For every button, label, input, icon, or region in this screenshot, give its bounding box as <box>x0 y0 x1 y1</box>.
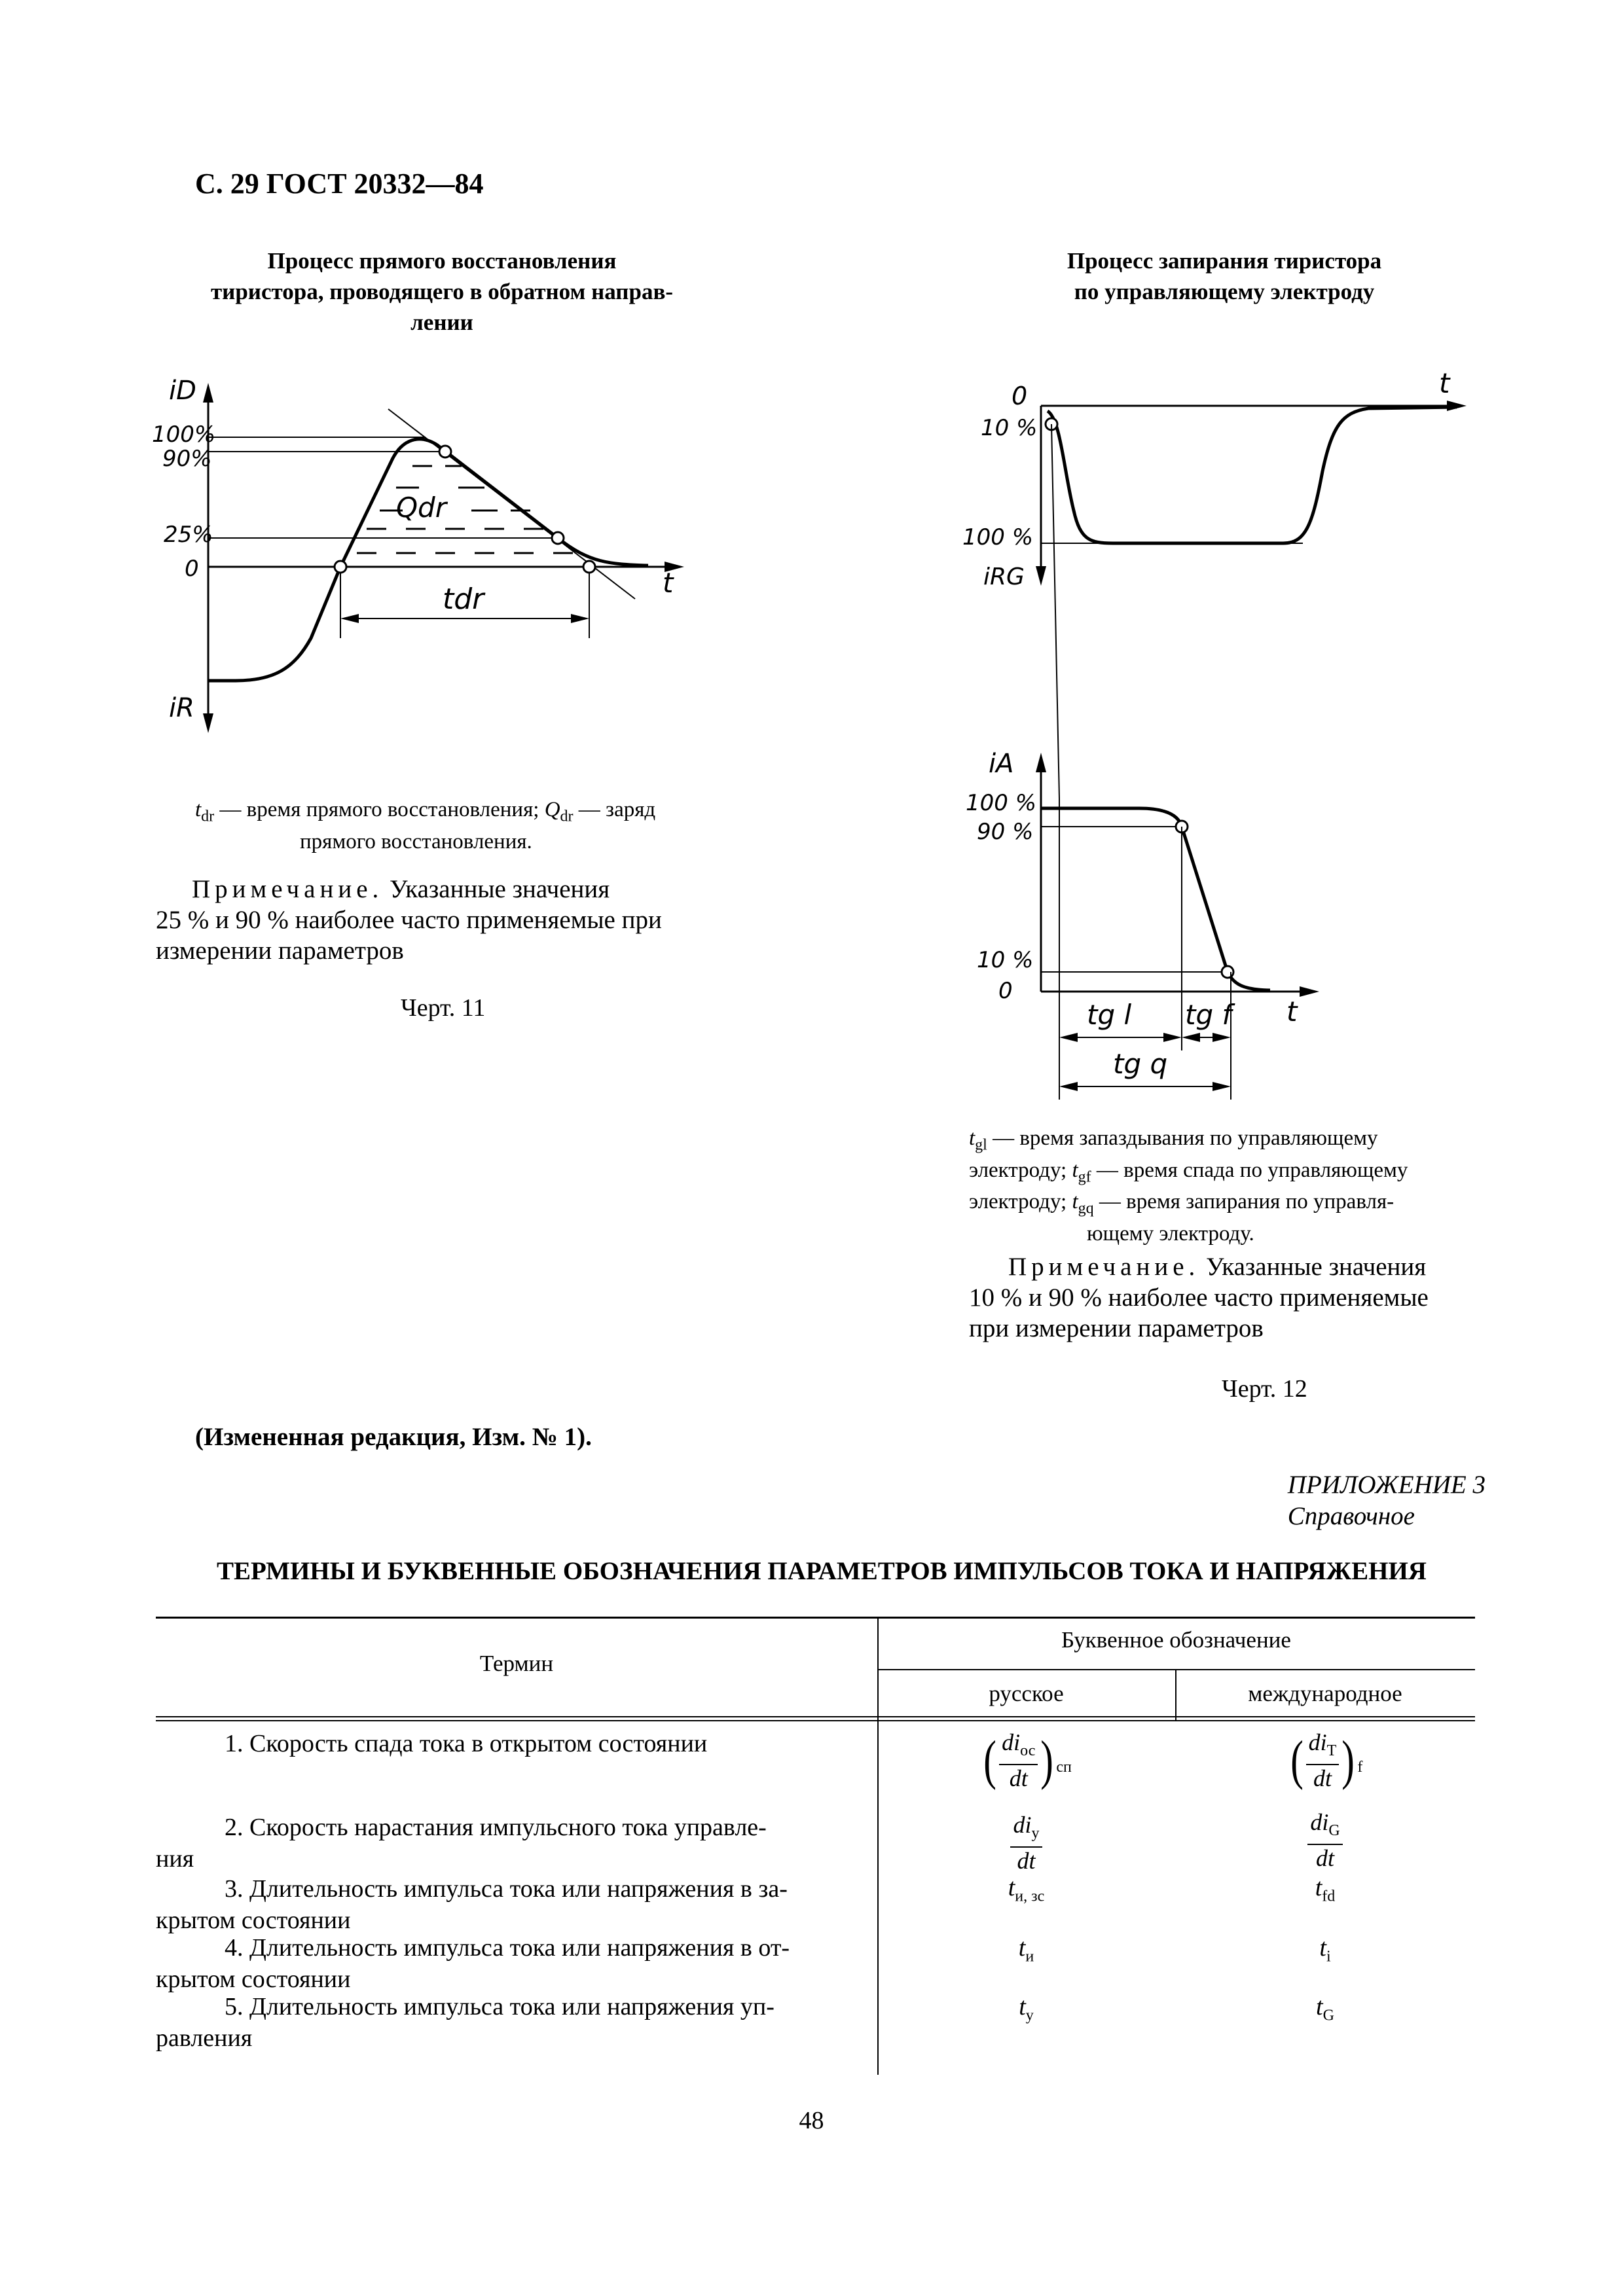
symbol-ru <box>877 1933 1175 1966</box>
note-text: при измерении параметров <box>969 1314 1264 1342</box>
frac-num-sub: T <box>1326 1742 1337 1760</box>
caption-symbol: t <box>195 798 202 821</box>
frac-num-sub: у <box>1031 1825 1040 1842</box>
caption-text: прямого восстановления. <box>300 829 532 853</box>
caption-text: — время спада по управляющему <box>1091 1158 1408 1182</box>
fig12-label-tgl: tg l <box>1087 999 1132 1031</box>
caption-text: — время прямого восстановления; <box>214 798 545 821</box>
symbol-int <box>1175 1873 1475 1906</box>
term-text: равления <box>156 2024 253 2052</box>
caption-subscript: gq <box>1078 1200 1094 1217</box>
symbol: t <box>1319 1934 1326 1962</box>
fraction <box>1307 1809 1342 1871</box>
symbol-ru <box>877 1729 1175 1791</box>
frac-num: di <box>1002 1729 1021 1755</box>
table-top-rule <box>156 1617 1475 1619</box>
table-row <box>156 1728 869 1759</box>
caption-subscript: gl <box>975 1136 987 1154</box>
fig12-label-90: 90 % <box>977 819 1034 845</box>
frac-den: dt <box>1315 1845 1334 1872</box>
symbol: t <box>1315 1874 1322 1901</box>
fig11-label-25: 25% <box>164 522 213 548</box>
fraction <box>999 1729 1038 1791</box>
fig12-label-tgf: tg f <box>1185 999 1232 1031</box>
fig11-number: Черт. 11 <box>401 994 486 1022</box>
symbol: t <box>1316 1993 1323 2020</box>
col-header-ru: русское <box>989 1681 1064 1706</box>
symbol-int <box>1175 1933 1475 1966</box>
note-text: Указанные значения <box>383 875 610 903</box>
fig12-label-10: 10 % <box>977 947 1034 973</box>
left-paren: ( <box>1290 1729 1304 1791</box>
term-text: крытом состоянии <box>156 1907 351 1934</box>
caption-symbol: Q <box>544 798 560 821</box>
note-text: измерении параметров <box>156 937 404 965</box>
terms-table <box>156 1617 1475 2075</box>
col-header-term: Термин <box>479 1651 554 1676</box>
appendix-type: Справочное <box>1287 1502 1415 1530</box>
fig12-label-zero-top: 0 <box>1012 382 1028 410</box>
note-label: Примечание. <box>192 875 384 903</box>
fig12-label-t-top: t <box>1439 367 1450 399</box>
table-row <box>156 1812 869 1874</box>
term-text: 4. Длительность импульса тока или напряжения в от- <box>225 1934 790 1962</box>
col-header-symbol: Буквенное обозначение <box>1061 1627 1291 1653</box>
table-row <box>156 1873 869 1936</box>
caption-subscript: dr <box>560 808 574 825</box>
fig11-label-tdr: tdr <box>443 583 484 616</box>
fig11-label-Qdr: Qdr <box>396 492 447 524</box>
left-paren: ( <box>983 1729 996 1791</box>
fig12-label-tgq: tg q <box>1113 1048 1168 1080</box>
fig12-label-iA: iA <box>989 749 1014 779</box>
symbol-int <box>1175 1992 1475 2025</box>
frac-den: dt <box>1313 1765 1332 1792</box>
page-header: С. 29 ГОСТ 20332—84 <box>195 168 484 200</box>
page-number: 48 <box>799 2107 824 2134</box>
term-text: 3. Длительность импульса тока или напряжения в за- <box>225 1875 788 1903</box>
fig11-title-line: лении <box>410 310 473 335</box>
table-header-rule <box>156 1716 1475 1717</box>
symbol-sub: G <box>1322 2007 1334 2024</box>
frac-den: dt <box>1017 1848 1036 1874</box>
symbol-int <box>1175 1809 1475 1871</box>
caption-text: ющему электроду. <box>1087 1221 1254 1246</box>
frac-den: dt <box>1009 1765 1028 1792</box>
symbol-sub: fd <box>1322 1888 1336 1905</box>
fig12-label-100: 100 % <box>966 790 1037 816</box>
section-title: ТЕРМИНЫ И БУКВЕННЫЕ ОБОЗНАЧЕНИЯ ПАРАМЕТРОВ ИМПУЛЬСОВ ТОКА И НАПРЯЖЕНИЯ <box>217 1557 1427 1585</box>
outer-sub: сп <box>1056 1758 1072 1776</box>
note-text: 10 % и 90 % наиболее часто применяемые <box>969 1283 1429 1312</box>
frac-num-sub: ос <box>1020 1742 1036 1760</box>
appendix-name: ПРИЛОЖЕНИЕ 3 <box>1287 1471 1486 1499</box>
caption-text: электроду; <box>969 1158 1072 1182</box>
fig11-label-t: t <box>663 567 674 599</box>
symbol-sub: i <box>1326 1948 1331 1965</box>
term-text: 2. Скорость нарастания импульсного тока управле- <box>225 1814 767 1841</box>
symbol-sub: и, зс <box>1015 1888 1045 1905</box>
symbol-ru <box>877 1812 1175 1874</box>
fig12-label-iRG: iRG <box>983 564 1025 590</box>
caption-subscript: dr <box>201 808 215 825</box>
col-header-int: международное <box>1248 1681 1402 1706</box>
caption-text: — время запаздывания по управляющему <box>987 1126 1378 1150</box>
fraction <box>1306 1729 1340 1791</box>
note-text: 25 % и 90 % наиболее часто применяемые при <box>156 906 662 934</box>
table-header-rule <box>156 1720 1475 1721</box>
fig12-label-10-top: 10 % <box>981 415 1038 441</box>
fig11-label-zero: 0 <box>185 556 199 582</box>
right-paren: ) <box>1040 1729 1054 1791</box>
frac-num: di <box>1310 1809 1329 1835</box>
right-paren: ) <box>1341 1729 1355 1791</box>
fig12-label-t: t <box>1286 996 1298 1028</box>
appendix-label <box>1288 1469 1486 1532</box>
term-text: крытом состоянии <box>156 1965 351 1993</box>
fig12-number: Черт. 12 <box>1222 1375 1307 1403</box>
caption-symbol: t <box>1072 1158 1078 1182</box>
fig11-label-iR: iR <box>169 693 194 723</box>
fig12-label-zero: 0 <box>998 978 1013 1004</box>
fig12-note <box>969 1251 1486 1344</box>
caption-symbol: t <box>1072 1190 1078 1214</box>
symbol: t <box>1019 1993 1026 2020</box>
table-row <box>156 1932 869 1995</box>
symbol-sub: у <box>1025 2007 1034 2024</box>
frac-num: di <box>1013 1812 1032 1838</box>
fig12-label-100-mid: 100 % <box>962 524 1034 550</box>
fig12-title-line: Процесс запирания тиристора <box>1067 248 1382 274</box>
table-row <box>156 1991 869 2054</box>
caption-text: — заряд <box>573 798 656 821</box>
caption-text: электроду; <box>969 1190 1072 1214</box>
symbol: t <box>1008 1874 1015 1901</box>
fig12-title-line: по управляющему электроду <box>1074 279 1375 304</box>
fig11-label-iD: iD <box>169 376 196 406</box>
frac-num: di <box>1308 1729 1327 1755</box>
term-text: ния <box>156 1845 194 1873</box>
frac-num-sub: G <box>1328 1822 1340 1840</box>
note-text: Указанные значения <box>1199 1253 1427 1281</box>
fraction <box>1010 1812 1042 1874</box>
symbol-sub: и <box>1025 1948 1034 1965</box>
caption-subscript: gf <box>1078 1168 1091 1186</box>
fig11-title-line: тиристора, проводящего в обратном направ- <box>210 279 673 304</box>
fig11-label-100: 100% <box>152 422 216 448</box>
fig11-title-line: Процесс прямого восстановления <box>267 248 617 274</box>
term-text: 1. Скорость спада тока в открытом состоянии <box>225 1730 708 1757</box>
caption-text: — время запирания по управля- <box>1093 1190 1395 1214</box>
revision-note: (Измененная редакция, Изм. № 1). <box>195 1423 592 1451</box>
term-text: 5. Длительность импульса тока или напряжения уп- <box>225 1993 775 2020</box>
outer-sub: f <box>1357 1758 1363 1776</box>
symbol-ru <box>877 1873 1175 1906</box>
symbol-ru <box>877 1992 1175 2025</box>
caption-symbol: t <box>969 1126 976 1150</box>
fig12-caption <box>969 1126 1480 1246</box>
fig11-label-90: 90% <box>162 446 212 472</box>
symbol-int <box>1175 1729 1475 1791</box>
note-label: Примечание. <box>1008 1253 1200 1281</box>
symbol: t <box>1018 1934 1026 1962</box>
